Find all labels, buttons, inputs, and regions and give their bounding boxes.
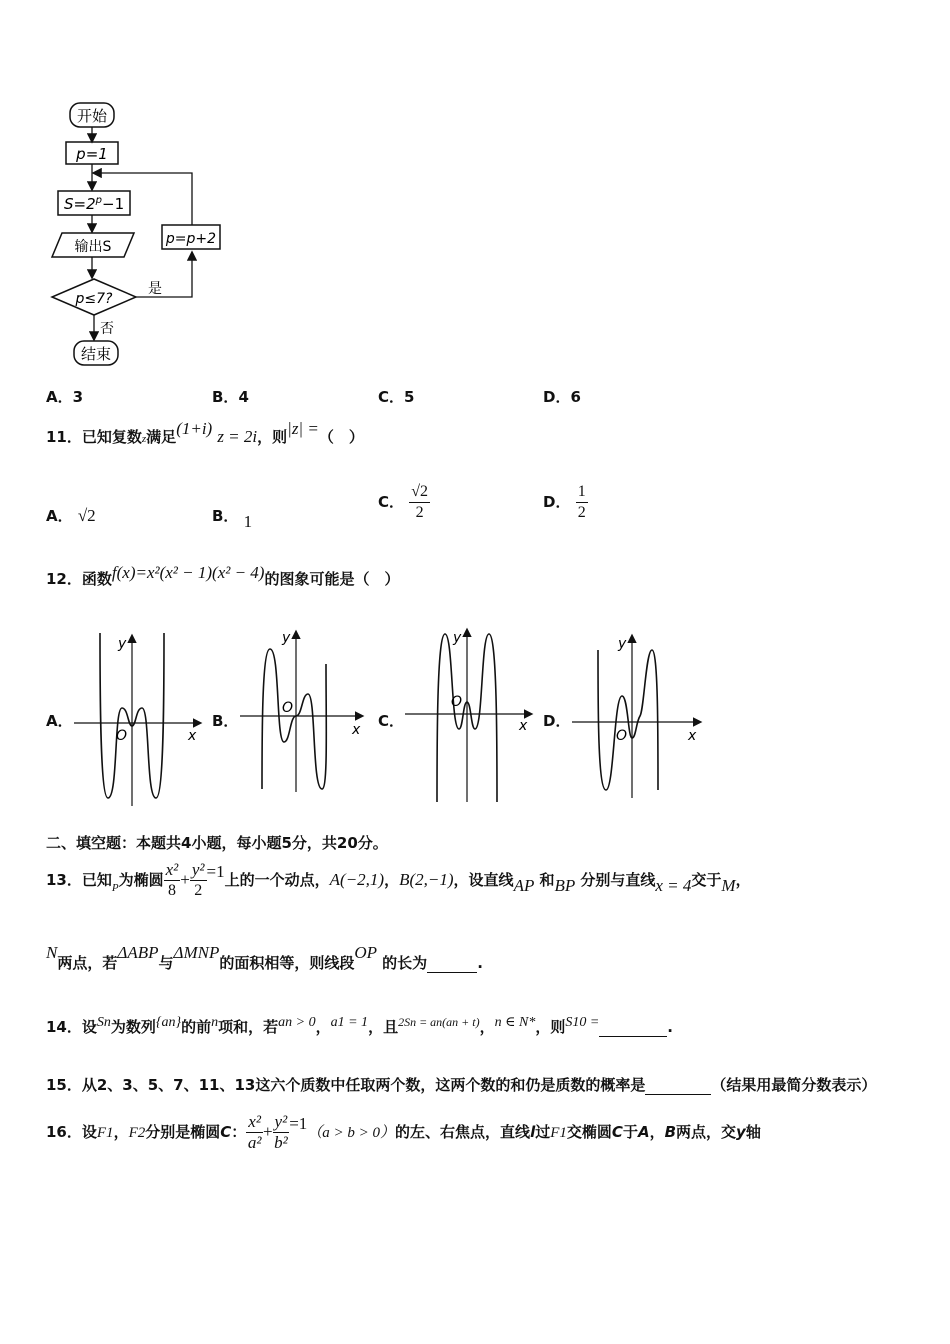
q16-cond: （a > b > 0） bbox=[307, 1125, 396, 1141]
graph-origin-label: O bbox=[451, 694, 463, 710]
q13-abp: ΔABP bbox=[117, 943, 159, 962]
q12-text: 函数 bbox=[81, 570, 112, 588]
q13-text: 交于 bbox=[691, 871, 722, 889]
graph-x-label: x bbox=[519, 718, 528, 734]
q14-s10: S10 = bbox=[565, 1015, 600, 1030]
q14-cond1: an > 0 bbox=[278, 1015, 316, 1030]
q16-eq: =1 bbox=[289, 1114, 308, 1133]
q11-option-a[interactable] bbox=[46, 505, 96, 526]
q15-answer-blank[interactable] bbox=[645, 1075, 711, 1095]
q11-option-d[interactable] bbox=[543, 482, 588, 523]
q16-plus: + bbox=[262, 1122, 273, 1141]
q14-an-set: {an} bbox=[155, 1015, 182, 1030]
flow-yes-label: 是 bbox=[148, 281, 162, 297]
q13-point-a: A(−2,1) bbox=[329, 870, 385, 889]
fraction-num: x² bbox=[165, 860, 179, 879]
option-letter: D． bbox=[543, 388, 571, 406]
q15-text: 从2、3、5、7、11、13这六个质数中任取两个数，这两个数的和仍是质数的概率是 bbox=[81, 1076, 646, 1094]
option-text: 1 bbox=[243, 512, 253, 531]
q16-text: 过 bbox=[535, 1123, 551, 1141]
q11-number: 11． bbox=[46, 428, 82, 446]
q16-f1: F1 bbox=[96, 1125, 114, 1141]
q13-line: x = 4 bbox=[655, 876, 692, 895]
option-text: 4 bbox=[238, 388, 249, 406]
q13-plus: + bbox=[180, 870, 190, 889]
flow-output-text: 输出S bbox=[74, 239, 112, 255]
q14-sn: Sn bbox=[96, 1015, 111, 1030]
q13-text: ， bbox=[735, 871, 751, 889]
q14-text: 的前 bbox=[181, 1018, 212, 1036]
option-letter: B． bbox=[212, 388, 239, 406]
q13-end: . bbox=[477, 954, 483, 972]
q12-graph-c[interactable] bbox=[403, 624, 538, 804]
question-13 bbox=[46, 858, 751, 904]
question-11 bbox=[46, 419, 364, 447]
q13-comma: ， bbox=[384, 871, 400, 889]
flow-increment-text: p=p+2 bbox=[165, 231, 217, 247]
q12-option-d[interactable]: D． bbox=[543, 712, 571, 730]
fraction-num: y² bbox=[274, 1112, 288, 1131]
fraction-den: 2 bbox=[415, 504, 424, 521]
option-letter: C． bbox=[378, 388, 405, 406]
q13-fraction-y bbox=[190, 860, 207, 901]
q16-text: 轴 bbox=[745, 1123, 761, 1141]
q13-m: M bbox=[721, 876, 736, 895]
flow-init-text: p=1 bbox=[76, 145, 108, 163]
q13-answer-blank[interactable] bbox=[427, 953, 477, 973]
graph-y-label: y bbox=[282, 630, 291, 646]
q13-point-b: B(2,−1) bbox=[399, 870, 454, 889]
graph-x-label: x bbox=[188, 728, 197, 744]
q16-fraction-x bbox=[246, 1112, 263, 1153]
flow-decision-text: p≤7? bbox=[75, 291, 113, 307]
q16-colon: ： bbox=[231, 1123, 247, 1141]
flow-start-text: 开始 bbox=[76, 107, 108, 125]
q12-function: f(x)=x²(x² − 1)(x² − 4) bbox=[111, 563, 265, 582]
q16-f1: F1 bbox=[550, 1125, 567, 1141]
q13-text: 的面积相等，则线段 bbox=[219, 954, 355, 972]
q10-option-b[interactable] bbox=[212, 386, 249, 407]
graph-origin-label: O bbox=[616, 728, 628, 744]
fraction-den: 2 bbox=[577, 504, 586, 521]
q13-ap: AP bbox=[513, 876, 535, 895]
option-letter: D． bbox=[543, 493, 571, 511]
q14-number: 14． bbox=[46, 1018, 82, 1036]
q14-comma: ， bbox=[315, 1018, 331, 1036]
q11-paren: （ ） bbox=[318, 428, 364, 446]
q14-cond4: n ∈ N* bbox=[494, 1015, 536, 1030]
question-14 bbox=[46, 1016, 673, 1037]
q16-l: l bbox=[530, 1123, 536, 1141]
graph-x-label: x bbox=[688, 728, 697, 744]
q13-op: OP bbox=[354, 943, 378, 962]
graph-y-label: y bbox=[453, 630, 462, 646]
q13-text: 的长为 bbox=[382, 954, 428, 972]
fraction-num: x² bbox=[248, 1112, 261, 1131]
q11-text: 已知复数 bbox=[81, 428, 142, 446]
option-letter: A． bbox=[46, 507, 73, 525]
option-text: 5 bbox=[404, 388, 415, 406]
q13-text: 和 bbox=[539, 871, 555, 889]
fraction-num: y² bbox=[191, 860, 205, 879]
option-text: 3 bbox=[72, 388, 84, 406]
q11-text: ，则 bbox=[257, 428, 288, 446]
q16-text: 设 bbox=[81, 1123, 97, 1141]
q13-text: ，设直线 bbox=[453, 871, 514, 889]
q13-mnp: ΔMNP bbox=[173, 943, 220, 962]
q13-eq: =1 bbox=[206, 862, 225, 881]
option-letter: C． bbox=[378, 493, 405, 511]
fraction-den: a² bbox=[247, 1133, 262, 1152]
q14-cond3: 2Sn = an(an + t) bbox=[398, 1015, 480, 1029]
q13-fraction-x bbox=[164, 860, 181, 901]
q16-comma: ， bbox=[649, 1123, 665, 1141]
q12-graph-a[interactable] bbox=[72, 628, 207, 808]
q12-number: 12． bbox=[46, 570, 82, 588]
section-2-heading: 二、填空题：本题共4小题，每小题5分，共20分。 bbox=[46, 834, 388, 852]
q16-fraction-y bbox=[273, 1112, 290, 1153]
q14-text: ，且 bbox=[368, 1018, 399, 1036]
q13-text: 分别与直线 bbox=[580, 871, 656, 889]
q16-text: 的左、右焦点，直线 bbox=[395, 1123, 531, 1141]
q12-graph-d[interactable] bbox=[570, 630, 705, 800]
q10-option-c[interactable] bbox=[378, 386, 414, 407]
fraction-den: 8 bbox=[167, 882, 176, 899]
q16-b: B bbox=[664, 1123, 677, 1141]
option-letter: A． bbox=[46, 388, 73, 406]
graph-y-label: y bbox=[118, 636, 127, 652]
q11-eq: z = 2i bbox=[217, 427, 258, 446]
q16-text: 交椭圆 bbox=[566, 1123, 612, 1141]
flow-end-text: 结束 bbox=[80, 345, 112, 363]
graph-origin-label: O bbox=[116, 728, 128, 744]
q16-number: 16． bbox=[46, 1123, 82, 1141]
option-text: 6 bbox=[570, 388, 581, 406]
flowchart bbox=[50, 95, 240, 375]
q13-number: 13． bbox=[46, 871, 82, 889]
q11-z: z bbox=[141, 433, 147, 445]
q16-f2: F2 bbox=[128, 1125, 146, 1141]
q16-y: y bbox=[736, 1123, 746, 1141]
fraction-num: √2 bbox=[409, 482, 430, 503]
q15-text: （结果用最简分数表示） bbox=[711, 1076, 877, 1094]
q11-option-c[interactable] bbox=[378, 482, 430, 523]
fraction-num: 1 bbox=[576, 482, 588, 503]
q12-option-c[interactable]: C． bbox=[378, 712, 405, 730]
q16-c: C bbox=[611, 1123, 623, 1141]
q10-option-d[interactable] bbox=[543, 386, 581, 407]
option-text: √2 bbox=[77, 506, 96, 525]
q14-answer-blank[interactable] bbox=[599, 1018, 667, 1037]
option-letter: B． bbox=[212, 507, 239, 525]
q12-option-b[interactable]: B． bbox=[212, 712, 239, 730]
q14-text: 设 bbox=[81, 1018, 97, 1036]
question-13-cont bbox=[46, 943, 483, 973]
q14-cond2: a1 = 1 bbox=[330, 1015, 369, 1030]
graph-origin-label: O bbox=[282, 700, 294, 716]
q13-p: P bbox=[111, 882, 119, 894]
q11-expr: (1+i) bbox=[176, 419, 213, 438]
q13-text: 与 bbox=[158, 954, 174, 972]
q14-end: . bbox=[667, 1018, 673, 1036]
q14-text: ，则 bbox=[535, 1018, 566, 1036]
q13-text: 两点，若 bbox=[57, 954, 118, 972]
q12-option-a[interactable]: A． bbox=[46, 712, 73, 730]
q14-comma: ， bbox=[479, 1018, 495, 1036]
q15-number: 15． bbox=[46, 1076, 82, 1094]
q13-bp: BP bbox=[554, 876, 576, 895]
q12-graph-b[interactable] bbox=[238, 624, 373, 794]
q10-option-a[interactable] bbox=[46, 386, 83, 407]
q13-text: 已知 bbox=[81, 871, 112, 889]
q14-text: 项和，若 bbox=[218, 1018, 279, 1036]
q16-text: 分别是椭圆 bbox=[145, 1123, 221, 1141]
flow-no-label: 否 bbox=[100, 321, 114, 337]
q14-text: 为数列 bbox=[110, 1018, 156, 1036]
q11-abs: |z| = bbox=[287, 419, 319, 438]
question-12 bbox=[46, 563, 400, 589]
q14-n: n bbox=[211, 1015, 219, 1030]
graph-x-label: x bbox=[352, 722, 361, 738]
q12-text: 的图象可能是（ ） bbox=[264, 570, 400, 588]
q16-text: 两点，交 bbox=[676, 1123, 737, 1141]
q16-text: 于 bbox=[622, 1123, 638, 1141]
q16-a: A bbox=[637, 1123, 650, 1141]
q11-option-b[interactable] bbox=[212, 505, 253, 531]
q13-n: N bbox=[46, 943, 58, 962]
q11-text: 满足 bbox=[146, 428, 177, 446]
flow-compute-text: $S=2^p-1$ bbox=[64, 195, 125, 213]
q13-text: 上的一个动点， bbox=[224, 871, 330, 889]
option-fraction bbox=[409, 482, 430, 523]
graph-y-label: y bbox=[618, 636, 627, 652]
option-fraction bbox=[576, 482, 588, 523]
q13-text: 为椭圆 bbox=[118, 871, 164, 889]
fraction-den: b² bbox=[274, 1133, 288, 1152]
q16-c: C bbox=[220, 1123, 232, 1141]
q16-comma: ， bbox=[113, 1123, 129, 1141]
fraction-den: 2 bbox=[194, 882, 203, 899]
question-16 bbox=[46, 1110, 761, 1155]
question-15 bbox=[46, 1074, 876, 1095]
